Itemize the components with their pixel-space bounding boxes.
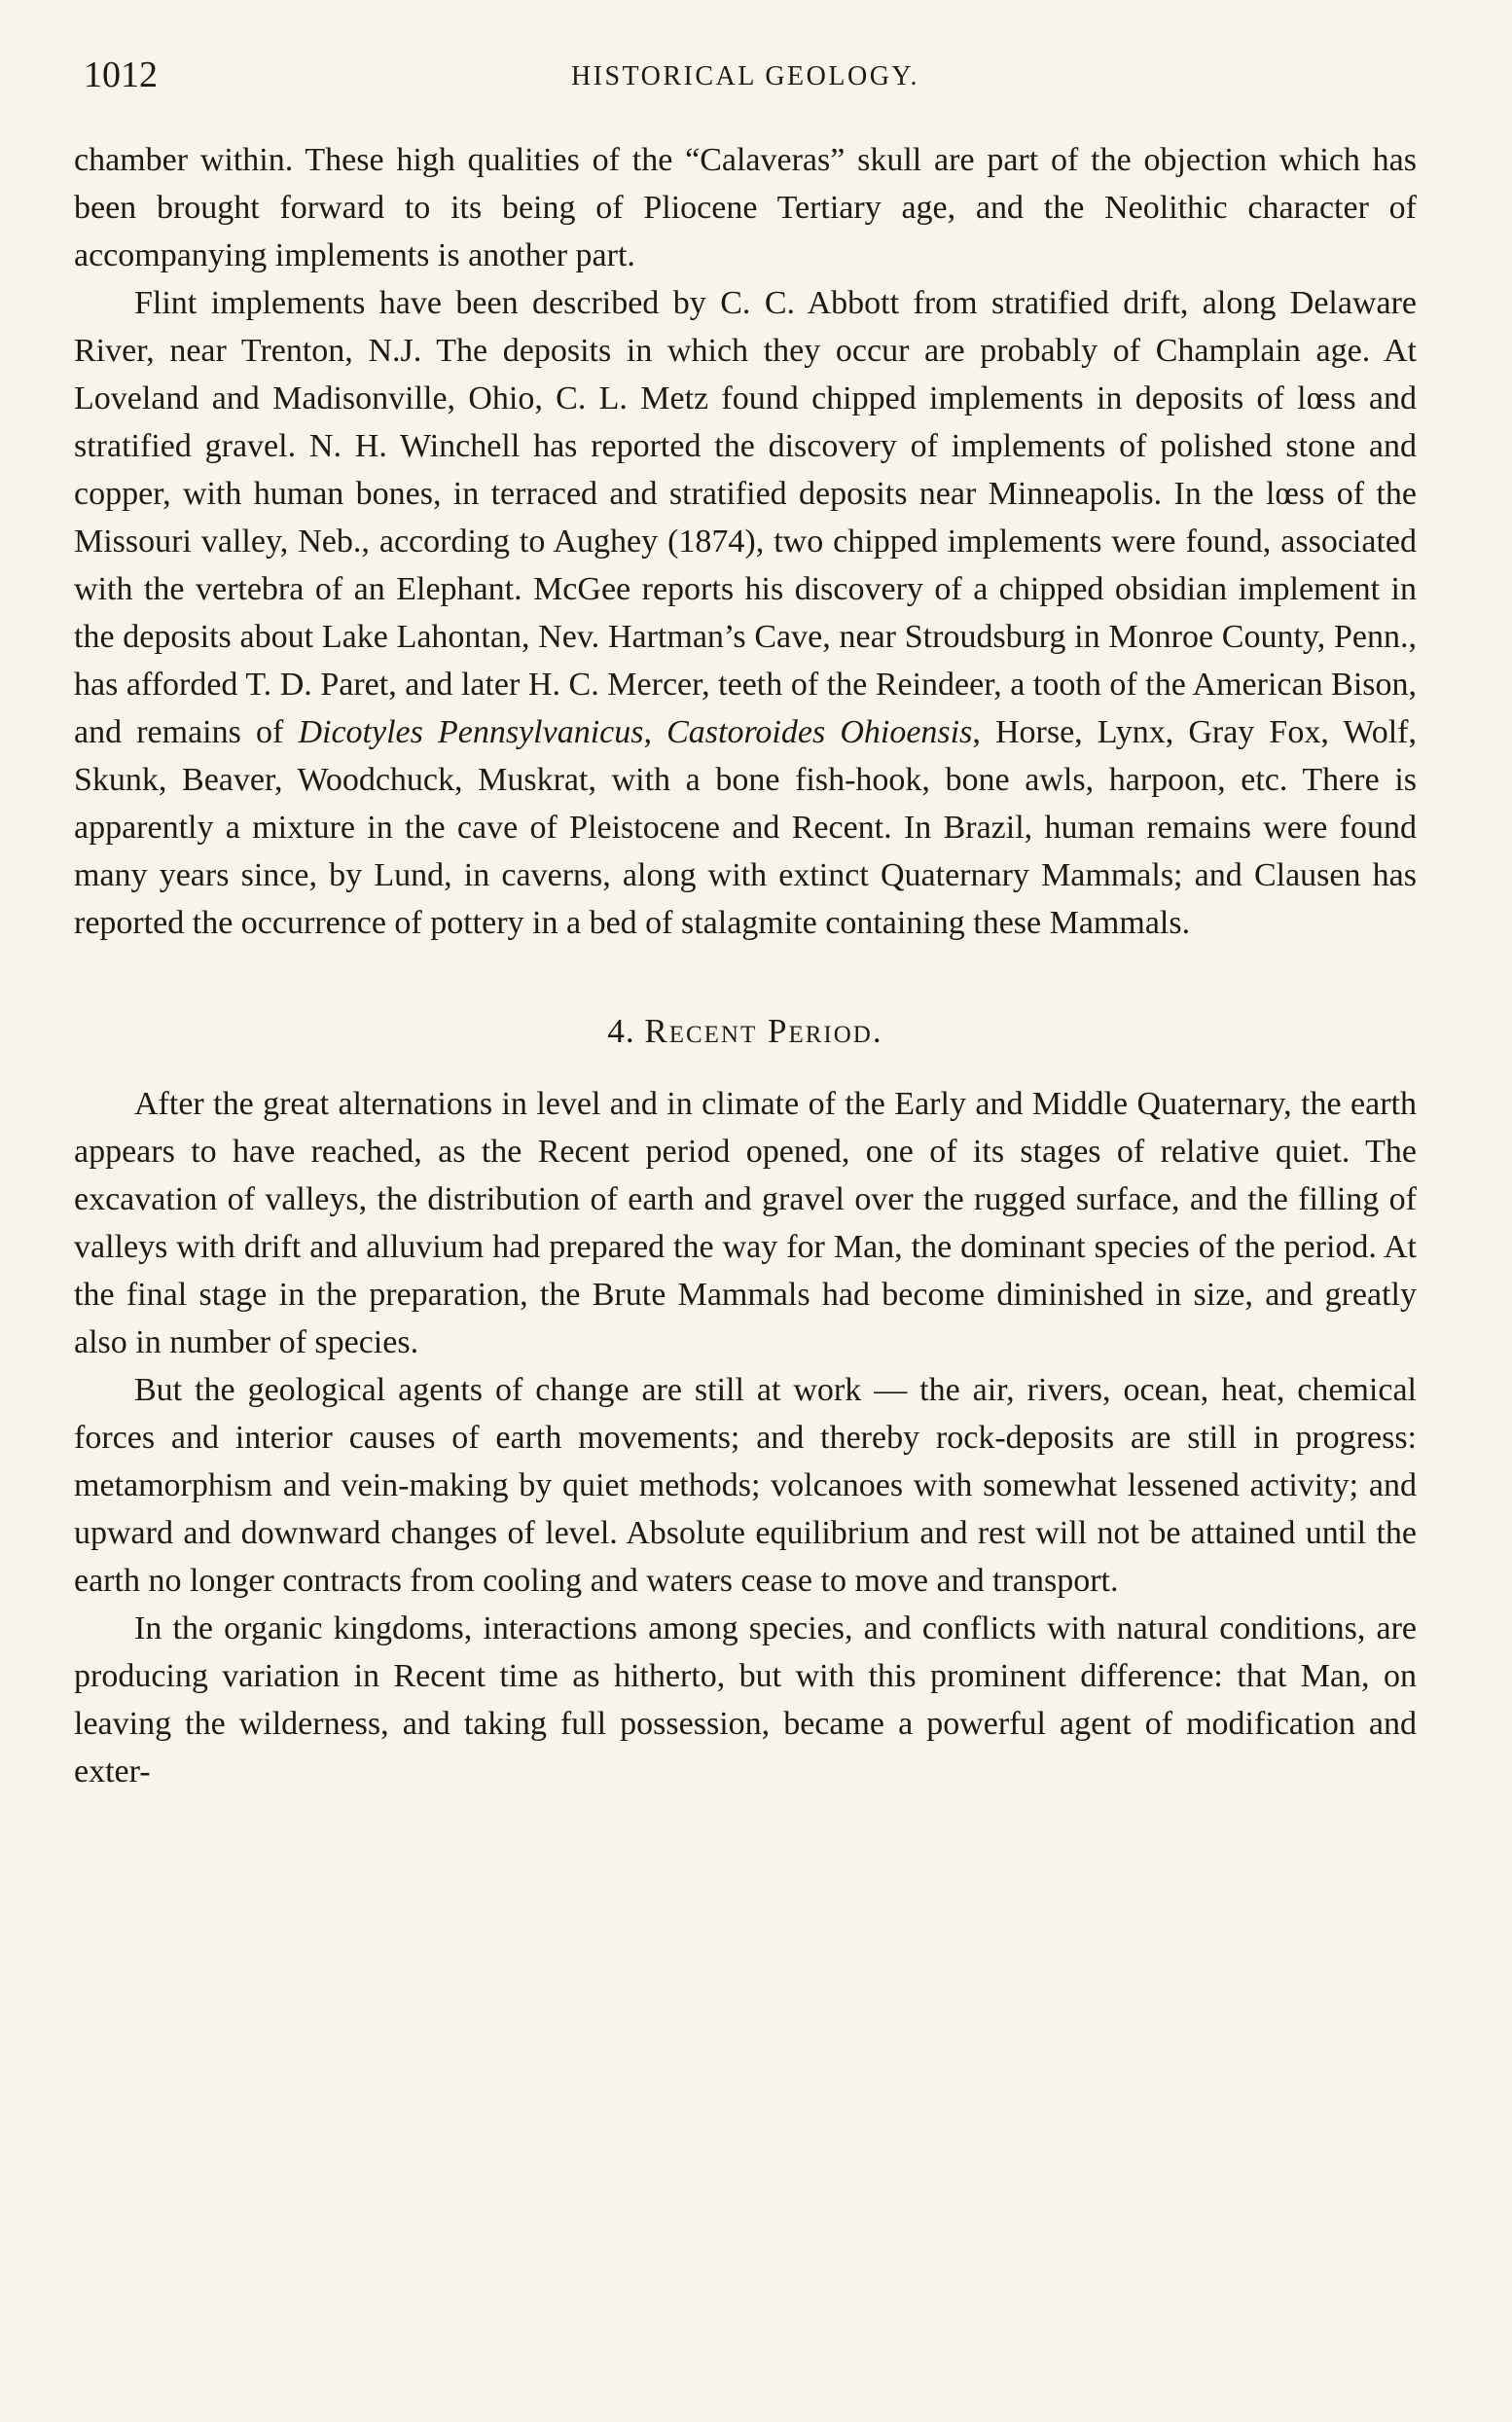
- page-number: 1012: [84, 54, 158, 95]
- paragraph-text: Flint implements have been described by C. C. Abbott from stratified drift, along Delaware River, near Trenton, N.J. The deposits in which they occur are probably of Champlain age. At Loveland and Madisonville, Ohio, C. L. Metz found chipped implements in deposits of lœss and stratified gravel. N. H. Winchell has reported the discovery of implements of polished stone and copper, with human bones, in terraced and stratified deposits near Minneapolis. In the lœss of the Missouri valley, Neb., according to Aughey (1874), two chipped implements were found, associated with the vertebra of an Elephant. McGee reports his discovery of a chipped obsidian implement in the deposits about Lake Lahontan, Nev. Hartman’s Cave, near Stroudsburg in Monroe County, Penn., has afforded T. D. Paret, and later H. C. Mercer, teeth of the Reindeer, a tooth of the American Bison, and remains of: [74, 285, 1417, 750]
- paragraph-recent-intro: After the great alternations in level and in climate of the Early and Middle Quaternary, the earth appears to have reached, as the Recent period opened, one of its stages of relative quiet. The excavation of valleys, the distribution of earth and gravel over the rugged surface, and the filling of valleys with drift and alluvium had prepared the way for Man, the dominant species of the period. At the final stage in the preparation, the Brute Mammals had become diminished in size, and greatly also in number of species.: [74, 1086, 1417, 1360]
- paragraph-flint-implements: [74, 279, 1417, 947]
- book-page: [74, 0, 1417, 2422]
- page-body: [74, 136, 1417, 1795]
- section-title: Recent Period.: [644, 1012, 883, 1050]
- paragraph-organic-kingdoms: In the organic kingdoms, interactions among species, and conflicts with natural conditions, are producing variation in Recent time as hitherto, but with this prominent difference: that Man, on leaving the wilderness, and taking full possession, became a powerful agent of modification and exter-: [74, 1610, 1417, 1789]
- section-number: 4.: [607, 1012, 635, 1050]
- section-heading: [74, 1007, 1417, 1055]
- paragraph-continued: chamber within. These high qualities of the “Calaveras” skull are part of the objection which has been brought forward to its being of Pliocene Tertiary age, and the Neolithic character of accompanying implements is another part.: [74, 142, 1417, 273]
- running-head: [74, 51, 1417, 99]
- paragraph-text: , Horse, Lynx, Gray Fox, Wolf, Skunk, Beaver, Woodchuck, Muskrat, with a bone fish-hook, bone awls, harpoon, etc. There is apparently a mixture in the cave of Pleistocene and Recent. In Brazil, human remains were found many years since, by Lund, in caverns, along with extinct Quaternary Mammals; and Clausen has reported the occurrence of pottery in a bed of stalagmite containing these Mammals.: [74, 714, 1418, 941]
- paragraph-geological-agents: But the geological agents of change are still at work — the air, rivers, ocean, heat, chemical forces and interior causes of earth movements; and thereby rock-deposits are still in progress: metamorphism and vein-making by quiet methods; volcanoes with somewhat lessened activity; and upward and downward changes of level. Absolute equilibrium and rest will not be attained until the earth no longer contracts from cooling and waters cease to move and transport.: [74, 1372, 1417, 1599]
- species-names-italic: Dicotyles Pennsylvanicus, Castoroides Ohioensis: [298, 714, 973, 750]
- running-title: HISTORICAL GEOLOGY.: [570, 61, 920, 91]
